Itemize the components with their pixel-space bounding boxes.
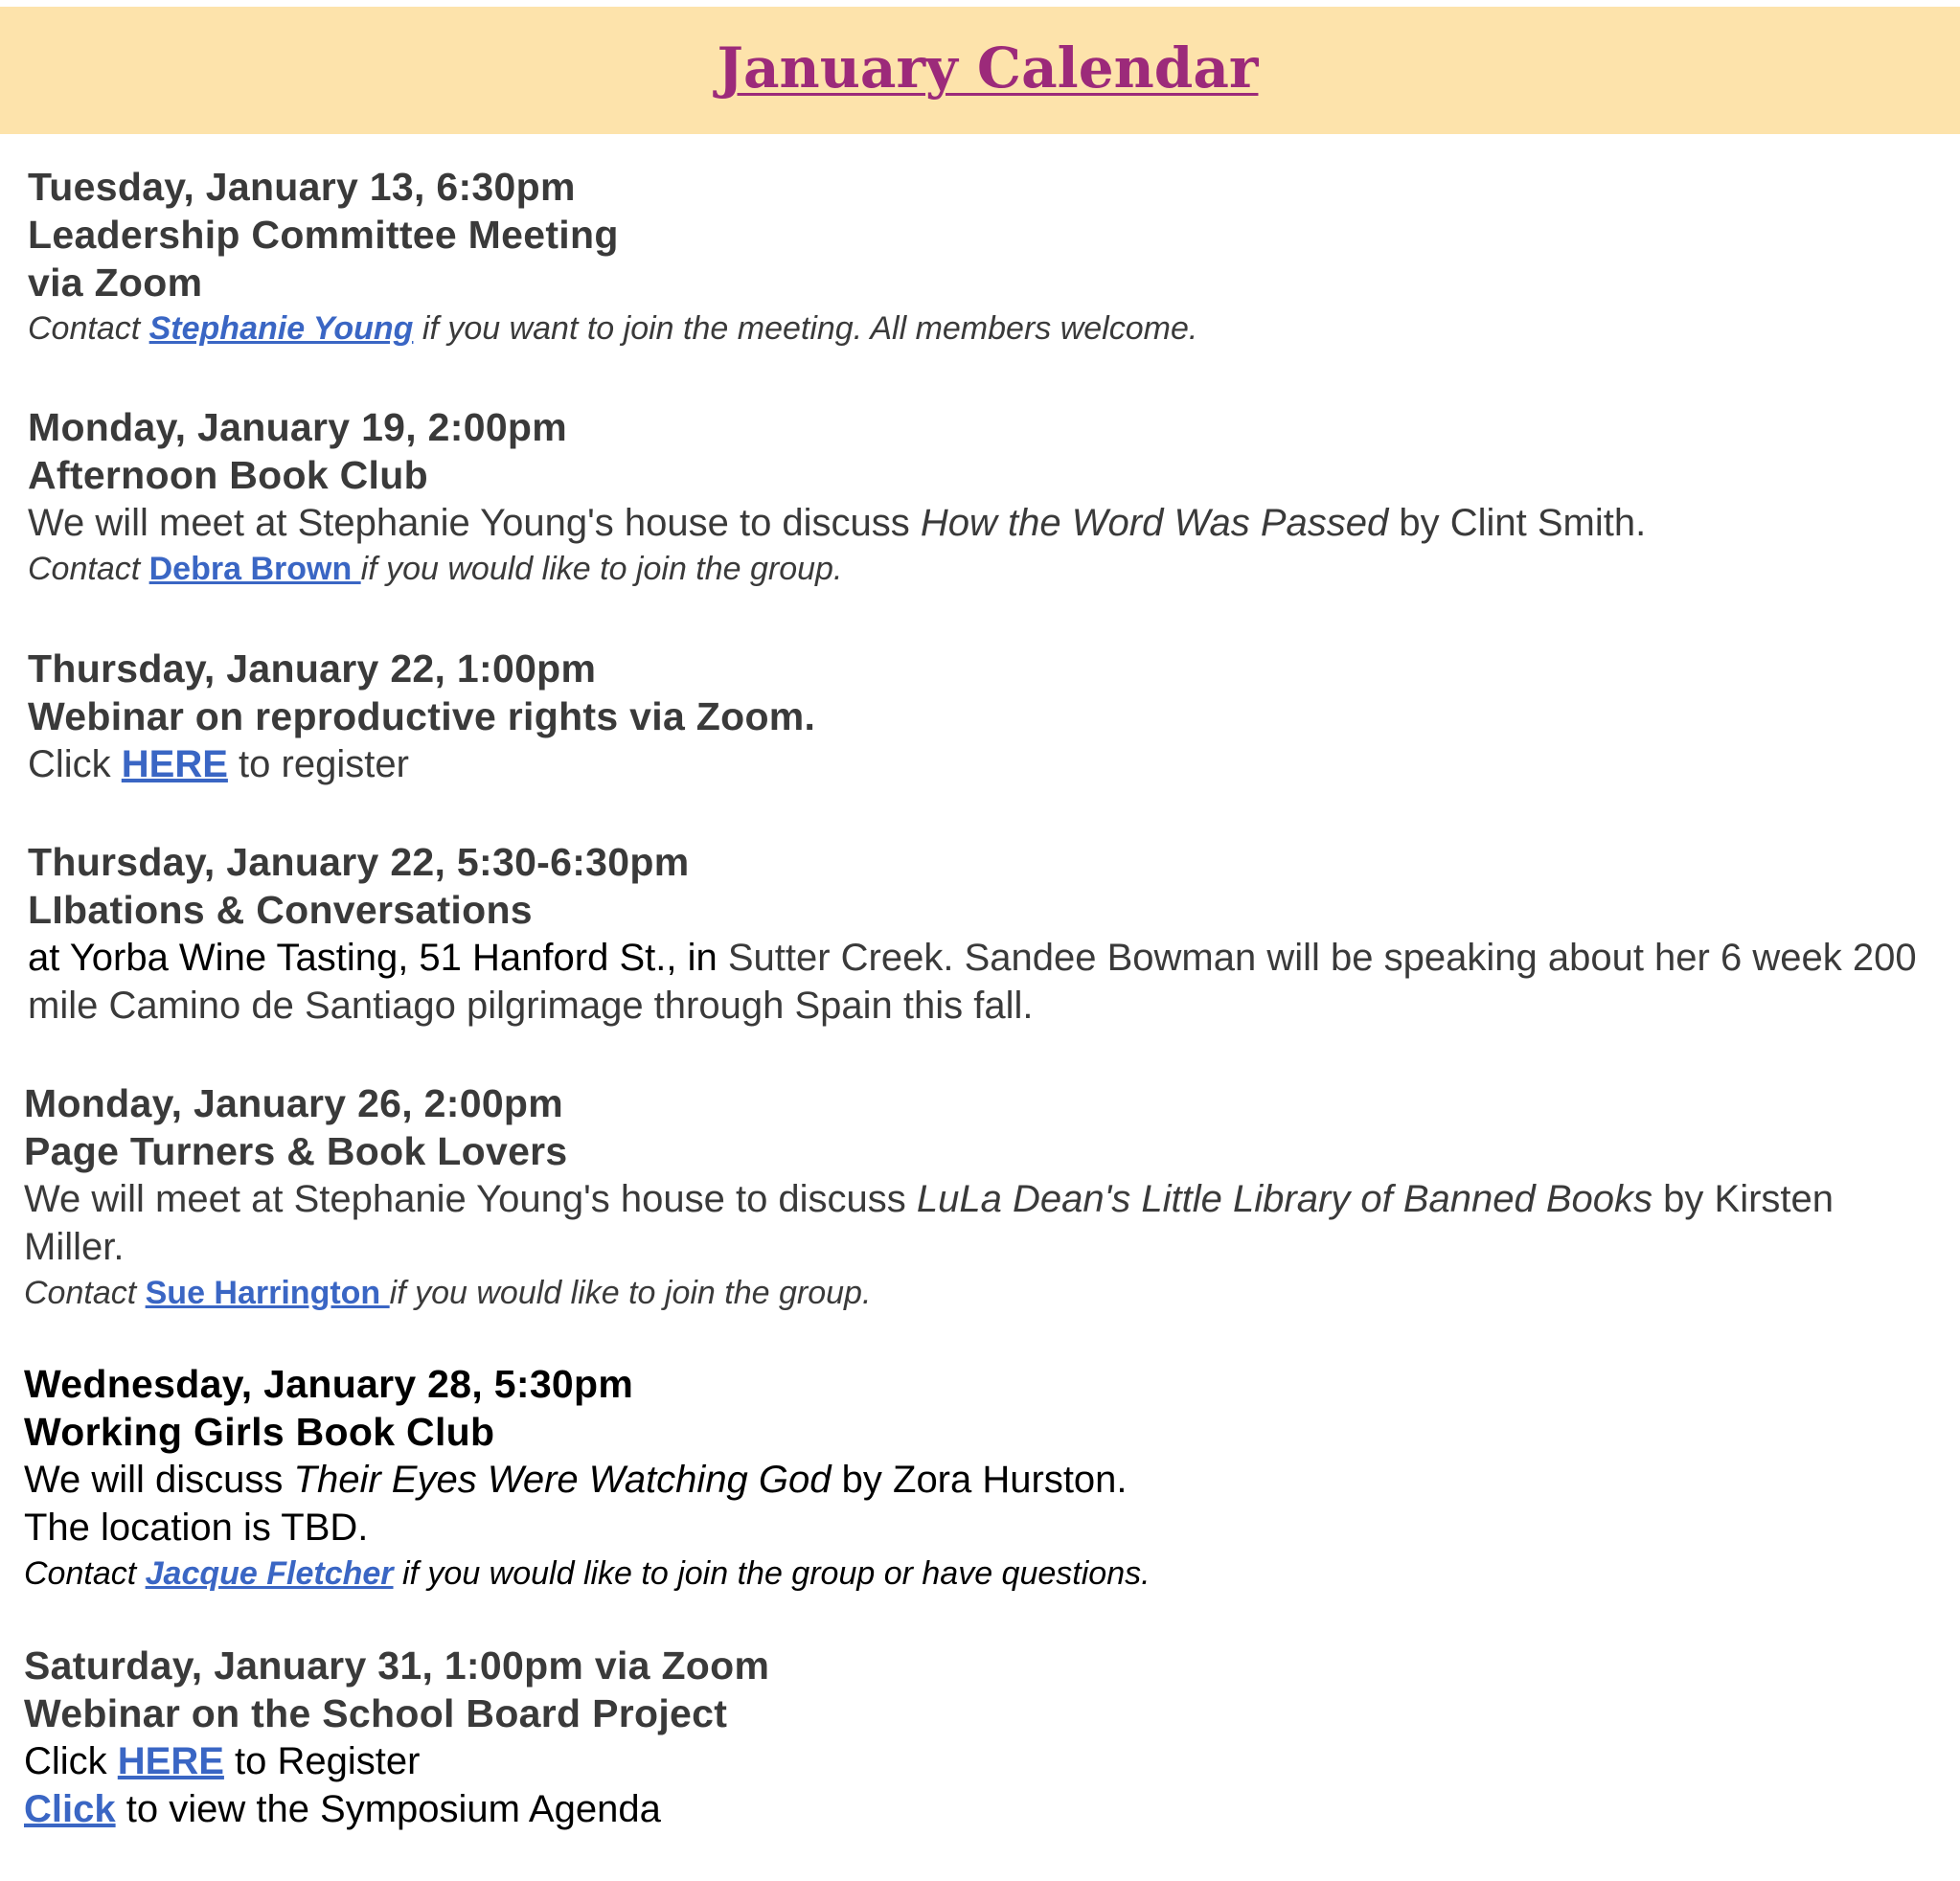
contact-link-jacque-fletcher[interactable]: Jacque Fletcher bbox=[145, 1555, 394, 1592]
event-date: Thursday, January 22, 5:30-6:30pm bbox=[28, 840, 690, 884]
event-title: LIbations & Conversations bbox=[28, 888, 533, 932]
contact-suffix: if you would like to join the group or have questions. bbox=[393, 1555, 1151, 1592]
event-leadership-meeting bbox=[28, 163, 1934, 351]
description-suffix: by Clint Smith. bbox=[1388, 502, 1647, 544]
contact-link-sue-harrington[interactable]: Sue Harrington bbox=[145, 1275, 390, 1311]
contact-prefix: Contact bbox=[28, 310, 149, 347]
event-title: Webinar on the School Board Project bbox=[24, 1691, 728, 1735]
event-contact bbox=[24, 1271, 1930, 1315]
event-date: Monday, January 26, 2:00pm bbox=[24, 1081, 564, 1125]
contact-suffix: if you want to join the meeting. All members welcome. bbox=[413, 310, 1198, 347]
description-suffix: by Zora Hurston. bbox=[831, 1459, 1128, 1501]
contact-suffix: if you would like to join the group. bbox=[389, 1275, 872, 1311]
book-title: LuLa Dean's Little Library of Banned Books bbox=[916, 1178, 1653, 1220]
event-title: Webinar on reproductive rights via Zoom. bbox=[28, 694, 816, 738]
event-title: Afternoon Book Club bbox=[28, 453, 428, 497]
event-working-girls-book-club bbox=[24, 1360, 1930, 1596]
description-rest: Sutter Creek. Sandee Bowman will be speaking about her 6 week 200 mile Camino de Santiago pilgrimage through Spain this fall. bbox=[28, 937, 1917, 1027]
event-agenda bbox=[24, 1785, 1930, 1833]
register-prefix: Click bbox=[24, 1740, 118, 1782]
event-description bbox=[24, 1175, 1930, 1271]
description-venue: at Yorba Wine Tasting, 51 Hanford St., in bbox=[28, 937, 718, 979]
event-afternoon-book-club bbox=[28, 403, 1934, 591]
contact-link-debra-brown[interactable]: Debra Brown bbox=[148, 551, 361, 587]
book-title: How the Word Was Passed bbox=[920, 502, 1389, 544]
contact-prefix: Contact bbox=[24, 1275, 146, 1311]
description-suffix: by Kirsten Miller. bbox=[24, 1178, 1835, 1268]
agenda-suffix: to view the Symposium Agenda bbox=[115, 1788, 661, 1830]
event-school-board-webinar bbox=[24, 1642, 1930, 1833]
event-date: Wednesday, January 28, 5:30pm bbox=[24, 1362, 634, 1406]
event-date: Thursday, January 22, 1:00pm bbox=[28, 646, 597, 691]
calendar-header bbox=[0, 7, 1960, 134]
register-suffix: to Register bbox=[223, 1740, 421, 1782]
register-link[interactable]: HERE bbox=[121, 743, 228, 785]
event-title: Leadership Committee Meeting bbox=[28, 213, 619, 257]
event-location: The location is TBD. bbox=[24, 1507, 369, 1549]
agenda-link[interactable]: Click bbox=[24, 1788, 116, 1830]
event-title: Working Girls Book Club bbox=[24, 1410, 495, 1454]
description-prefix: We will meet at Stephanie Young's house to discuss bbox=[24, 1178, 917, 1220]
event-libations-conversations bbox=[28, 838, 1934, 1030]
description-prefix: We will meet at Stephanie Young's house to discuss bbox=[28, 502, 921, 544]
contact-link-stephanie-young[interactable]: Stephanie Young bbox=[148, 310, 414, 347]
event-contact bbox=[28, 547, 1934, 591]
event-reproductive-rights-webinar bbox=[28, 645, 1934, 788]
event-contact bbox=[24, 1552, 1930, 1596]
event-date: Tuesday, January 13, 6:30pm bbox=[28, 165, 576, 209]
register-link[interactable]: HERE bbox=[117, 1740, 224, 1782]
register-suffix: to register bbox=[227, 743, 409, 785]
description-prefix: We will discuss bbox=[24, 1459, 294, 1501]
contact-prefix: Contact bbox=[24, 1555, 146, 1592]
event-description bbox=[28, 499, 1934, 547]
event-date: Saturday, January 31, 1:00pm via Zoom bbox=[24, 1643, 770, 1688]
book-title: Their Eyes Were Watching God bbox=[293, 1459, 832, 1501]
contact-prefix: Contact bbox=[28, 551, 149, 587]
event-title: Page Turners & Book Lovers bbox=[24, 1129, 568, 1173]
event-date: Monday, January 19, 2:00pm bbox=[28, 405, 568, 449]
page-title: January Calendar bbox=[717, 35, 1259, 101]
register-prefix: Click bbox=[28, 743, 122, 785]
event-description bbox=[28, 934, 1934, 1030]
contact-suffix: if you would like to join the group. bbox=[360, 551, 843, 587]
event-register bbox=[28, 740, 1934, 788]
event-location: via Zoom bbox=[28, 261, 203, 305]
event-page-turners bbox=[24, 1079, 1930, 1315]
event-contact bbox=[28, 306, 1934, 351]
event-description bbox=[24, 1456, 1930, 1504]
event-register bbox=[24, 1737, 1930, 1785]
